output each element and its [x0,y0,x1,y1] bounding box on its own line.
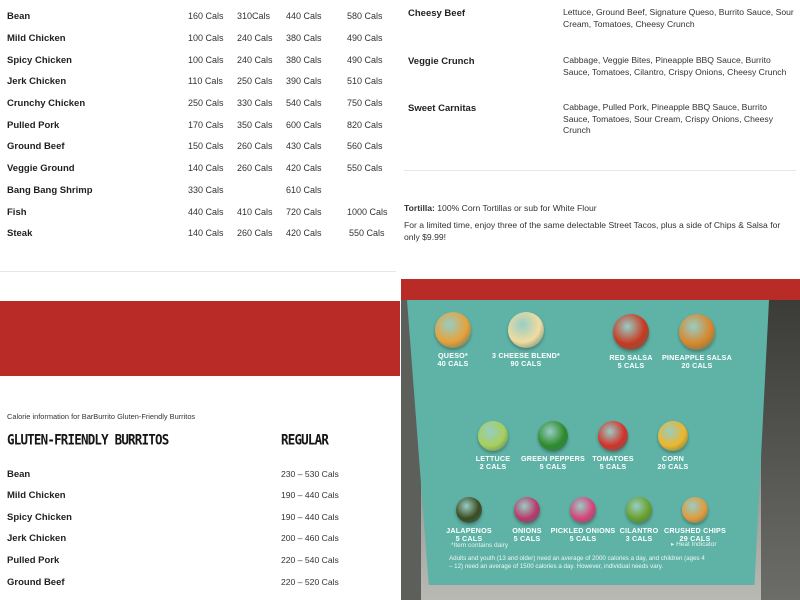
cal-value: 540 Cals [286,98,322,108]
cal-value: 550 Cals [347,163,383,173]
row-name: Ground Beef [7,577,65,588]
cal-value: 240 Cals [237,33,273,43]
cal-value: 260 Cals [237,141,273,151]
topping-cals: 5 CALS [455,534,483,543]
row-name: Mild Chicken [7,490,66,501]
topping-bowl [613,314,649,350]
cal-value: 820 Cals [347,120,383,130]
topping-name: ONIONS [512,526,542,535]
cal-value: 140 Cals [188,228,224,238]
divider [404,170,796,171]
cal-range: 190 – 440 Cals [281,490,339,500]
heat-indicator: ▸ Heat Indicator [671,541,717,548]
topping-label [657,354,737,370]
gf-heading: GLUTEN-FRIENDLY BURRITOS [7,431,169,448]
topping-bowl [598,421,628,451]
cal-value: 440 Cals [286,11,322,21]
taco-description: Cabbage, Pulled Pork, Pineapple BBQ Sauce, Burrito Sauce, Tomatoes, Sour Cream, Crispy Onions, Cheesy Crunch [563,102,774,136]
table-row [0,135,400,156]
cal-value: 170 Cals [188,120,224,130]
topping-bowl [456,497,482,523]
cal-value: 440 Cals [188,207,224,217]
table-row [0,5,400,26]
topping-bowl [679,314,715,350]
topping-bowl [570,497,596,523]
cal-value: 250 Cals [188,98,224,108]
cal-value: 1000 Cals [347,207,388,217]
tortilla-text: 100% Corn Tortillas or sub for White Flour [437,203,597,213]
topping-bowl [514,497,540,523]
topping-name: RED SALSA [609,353,653,362]
cal-range: 220 – 540 Cals [281,555,339,565]
topping-bowl [658,421,688,451]
table-row [0,490,400,511]
cal-value: 420 Cals [286,228,322,238]
street-tacos-panel [400,0,800,279]
row-name: Pulled Pork [7,555,60,566]
topping-name: LETTUCE [475,454,511,463]
cal-value: 100 Cals [188,55,224,65]
table-row [0,114,400,135]
cal-value: 350 Cals [237,120,273,130]
row-name: Bean [7,469,31,480]
topping-cals: 5 CALS [617,361,645,370]
cal-value: 150 Cals [188,141,224,151]
cal-value: 330 Cals [188,185,224,195]
row-name: Bang Bang Shrimp [7,185,93,196]
cal-value: 240 Cals [237,55,273,65]
topping-cals: 40 CALS [437,359,469,368]
cal-range: 220 – 520 Cals [281,577,339,587]
cal-value: 110 Cals [188,76,223,86]
table-row [0,555,400,576]
cal-value: 430 Cals [286,141,322,151]
topping-cals: 20 CALS [657,462,689,471]
dairy-footnote: *Item contains dairy [451,542,509,549]
topping-cals: 5 CALS [539,462,567,471]
row-name: Spicy Chicken [7,512,72,523]
topping-name: PICKLED ONIONS [550,526,616,535]
gf-column-header: REGULAR [281,431,329,448]
cal-value: 420 Cals [286,163,322,173]
calorie-table [0,0,400,272]
table-row [0,222,400,243]
table-row [0,201,400,222]
topping-cals: 90 CALS [510,359,542,368]
topping-bowl [478,421,508,451]
cal-value: 330 Cals [237,98,273,108]
table-row [0,27,400,48]
topping-name: JALAPENOS [446,526,492,535]
gluten-friendly-panel [0,376,400,600]
topping-name: CORN [662,454,684,463]
cal-value: 160 Cals [188,11,224,21]
row-name: Bean [7,11,31,22]
table-row [0,577,400,598]
cal-value: 310Cals [237,11,271,21]
row-name: Crunchy Chicken [7,98,86,109]
table-row [0,157,400,178]
cal-range: 200 – 460 Cals [281,533,339,543]
table-row [0,179,400,200]
cal-range: 190 – 440 Cals [281,512,339,522]
topping-cals: 5 CALS [569,534,597,543]
cal-value: 140 Cals [188,163,224,173]
row-name: Mild Chicken [7,33,66,44]
cal-value: 380 Cals [286,55,322,65]
cal-value: 380 Cals [286,33,322,43]
cal-value: 610 Cals [286,185,322,195]
topping-cals: 2 CALS [479,462,507,471]
taco-name: Sweet Carnitas [408,103,477,114]
photo-edge [761,300,800,600]
cal-value: 580 Cals [347,11,383,21]
topping-name: QUESO* [438,351,468,360]
topping-bowl [682,497,708,523]
table-row [0,49,400,70]
taco-description: Lettuce, Ground Beef, Signature Queso, Burrito Sauce, Sour Cream, Tomatoes, Cheesy Crunch [563,7,794,29]
row-name: Veggie Ground [7,163,75,174]
table-row [0,92,400,113]
gf-caption: Calorie information for BarBurrito Gluten-Friendly Burritos [7,412,196,421]
cal-range: 230 – 530 Cals [281,469,339,479]
cal-value: 510 Cals [347,76,383,86]
cal-value: 100 Cals [188,33,224,43]
topping-name: GREEN PEPPERS [520,454,586,463]
cal-value: 260 Cals [237,163,273,173]
calorie-disclaimer: Adults and youth (13 and older) need an average of 2000 calories a day, and children (ages 4 – 12) need an average of 1500 calories a day. However, individual needs vary. [449,555,705,570]
cal-value: 250 Cals [237,76,273,86]
cal-value: 490 Cals [347,55,383,65]
topping-bowl [538,421,568,451]
taco-name: Veggie Crunch [408,56,475,67]
topping-cals: 5 CALS [513,534,541,543]
cal-value: 560 Cals [347,141,383,151]
tortilla-note [404,202,794,214]
cal-value: 550 Cals [349,228,385,238]
cal-value: 600 Cals [286,120,322,130]
topping-label [633,455,713,471]
red-banner [401,279,800,300]
topping-bowl [626,497,652,523]
taco-name: Cheesy Beef [408,8,466,19]
cal-value: 490 Cals [347,33,383,43]
topping-cals: 3 CALS [625,534,653,543]
toppings-board-photo [401,300,800,600]
topping-name: CILANTRO [619,526,659,535]
topping-name: PINEAPPLE SALSA [661,353,733,362]
taco-description: Cabbage, Veggie Bites, Pineapple BBQ Sauce, Burrito Sauce, Tomatoes, Cilantro, Crispy Onions, Cheesy Crunch [563,55,787,77]
table-row [0,533,400,554]
topping-name: TOMATOES [592,454,634,463]
red-banner [0,301,400,376]
topping-label [486,352,566,368]
cal-value: 410 Cals [237,207,273,217]
table-row [0,512,400,533]
row-name: Steak [7,228,33,239]
table-row [0,70,400,91]
topping-cals: 5 CALS [599,462,627,471]
topping-bowl [508,312,544,348]
cal-value: 390 Cals [286,76,322,86]
row-name: Jerk Chicken [7,533,67,544]
row-name: Jerk Chicken [7,76,67,87]
row-name: Fish [7,207,27,218]
topping-cals: 29 CALS [679,534,711,543]
topping-bowl [435,312,471,348]
row-name: Spicy Chicken [7,55,72,66]
table-row [0,469,400,490]
topping-label [413,352,493,368]
divider [0,271,396,272]
cal-value: 750 Cals [347,98,383,108]
row-name: Pulled Pork [7,120,60,131]
topping-name: CRUSHED CHIPS [663,526,727,535]
tortilla-label: Tortilla: [404,203,435,213]
topping-name: 3 CHEESE BLEND* [491,351,561,360]
promo-text: For a limited time, enjoy three of the same delectable Street Tacos, plus a side of Chips & Salsa for only $9.99! [404,220,781,242]
cal-value: 720 Cals [286,207,322,217]
cal-value: 260 Cals [237,228,273,238]
row-name: Ground Beef [7,141,65,152]
topping-cals: 20 CALS [681,361,713,370]
